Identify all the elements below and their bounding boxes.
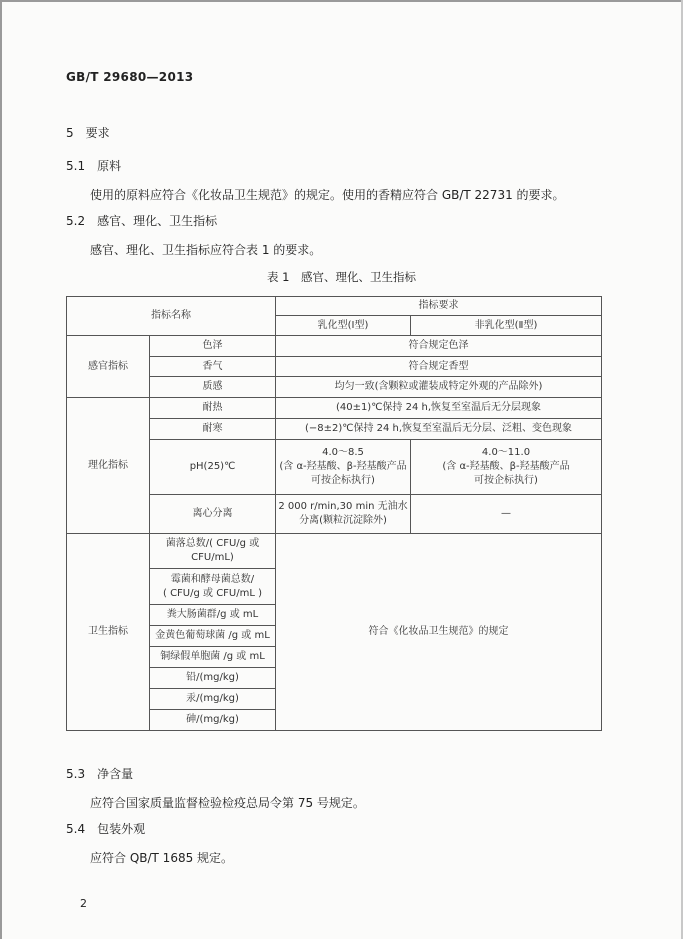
table-caption: 表 1 感官、理化、卫生指标 [267, 270, 416, 284]
section-text-5-4: 应符合 QB/T 1685 规定。 [90, 851, 234, 865]
row-name-fragrance: 香气 [150, 357, 276, 377]
row-req-centrifuge-type-1 [276, 495, 411, 534]
row-name-mercury: 汞/(mg/kg) [150, 689, 276, 710]
section-title: 包装外观 [97, 822, 146, 836]
section-title: 原料 [97, 159, 122, 173]
row-req-centrifuge-type-2: — [411, 495, 602, 534]
row-name-lead: 铅/(mg/kg) [150, 668, 276, 689]
row-name-total-bacteria [150, 534, 276, 569]
item-line: 菌落总数/( CFU/g 或 [165, 538, 260, 549]
row-name-pseudomonas: 铜绿假单胞菌 /g 或 mL [150, 647, 276, 668]
row-name-color: 色泽 [150, 336, 276, 357]
section-text-5-2: 感官、理化、卫生指标应符合表 1 的要求。 [90, 243, 322, 257]
page-edge [0, 0, 683, 2]
section-number: 5 [66, 126, 74, 140]
row-name-fecal-coliform: 粪大肠菌群/g 或 mL [150, 605, 276, 626]
section-title: 要求 [85, 126, 110, 140]
page-edge [0, 0, 2, 939]
section-heading-5-3 [66, 765, 133, 782]
item-line: CFU/mL) [191, 552, 234, 563]
section-number: 5.1 [66, 159, 86, 173]
ph-note: 可按企标执行) [474, 475, 538, 486]
section-heading-5-4 [66, 820, 145, 837]
header-type-2: 非乳化型(Ⅱ型) [411, 316, 602, 336]
row-req-color: 符合规定色泽 [276, 336, 602, 357]
section-heading-5-2 [66, 212, 217, 229]
ph-note: (含 α-羟基酸、β-羟基酸产品 [442, 461, 570, 472]
section-heading-5 [66, 124, 110, 141]
section-title: 感官、理化、卫生指标 [97, 214, 218, 228]
group-sensory: 感官指标 [67, 336, 150, 398]
ph-range: 4.0～8.5 [322, 447, 364, 458]
section-number: 5.2 [66, 214, 86, 228]
row-name-heat: 耐热 [150, 398, 276, 419]
row-name-staph-aureus: 金黄色葡萄球菌 /g 或 mL [150, 626, 276, 647]
ph-range: 4.0～11.0 [481, 447, 531, 458]
centrifuge-line: 分离(颗粒沉淀除外) [299, 515, 387, 526]
row-name-arsenic: 砷/(mg/kg) [150, 710, 276, 731]
section-text-5-3: 应符合国家质量监督检验检疫总局令第 75 号规定。 [90, 796, 365, 810]
header-indicator-name: 指标名称 [67, 297, 276, 336]
row-req-hygiene: 符合《化妆品卫生规范》的规定 [276, 534, 602, 731]
row-name-ph: pH(25)℃ [150, 440, 276, 495]
header-type-1: 乳化型(Ⅰ型) [276, 316, 411, 336]
row-name-mold-yeast [150, 569, 276, 605]
section-number: 5.3 [66, 767, 86, 781]
section-title: 净含量 [97, 767, 134, 781]
row-req-ph-type-1 [276, 440, 411, 495]
standard-number: GB/T 29680—2013 [66, 70, 194, 84]
row-name-centrifuge: 离心分离 [150, 495, 276, 534]
header-requirement: 指标要求 [276, 297, 602, 316]
row-req-ph-type-2 [411, 440, 602, 495]
section-heading-5-1 [66, 157, 121, 174]
spec-table [66, 296, 602, 731]
group-physchem: 理化指标 [67, 398, 150, 534]
row-req-heat: (40±1)℃保持 24 h,恢复至室温后无分层现象 [276, 398, 602, 419]
row-req-cold: (−8±2)℃保持 24 h,恢复至室温后无分层、泛粗、变色现象 [276, 419, 602, 440]
section-text-5-1: 使用的原料应符合《化妆品卫生规范》的规定。使用的香精应符合 GB/T 22731 的要求。 [90, 188, 565, 202]
item-line: 霉菌和酵母菌总数/ [170, 573, 255, 585]
page-number: 2 [80, 897, 87, 910]
group-hygiene: 卫生指标 [67, 534, 150, 731]
row-req-texture: 均匀一致(含颗粒或灌装成特定外观的产品除外) [276, 377, 602, 398]
row-req-fragrance: 符合规定香型 [276, 357, 602, 377]
section-number: 5.4 [66, 822, 86, 836]
ph-note: 可按企标执行) [311, 475, 375, 486]
item-line: ( CFU/g 或 CFU/mL ) [162, 587, 263, 599]
centrifuge-line: 2 000 r/min,30 min 无油水 [278, 501, 408, 512]
row-name-texture: 质感 [150, 377, 276, 398]
row-name-cold: 耐寒 [150, 419, 276, 440]
ph-note: (含 α-羟基酸、β-羟基酸产品 [279, 461, 407, 472]
